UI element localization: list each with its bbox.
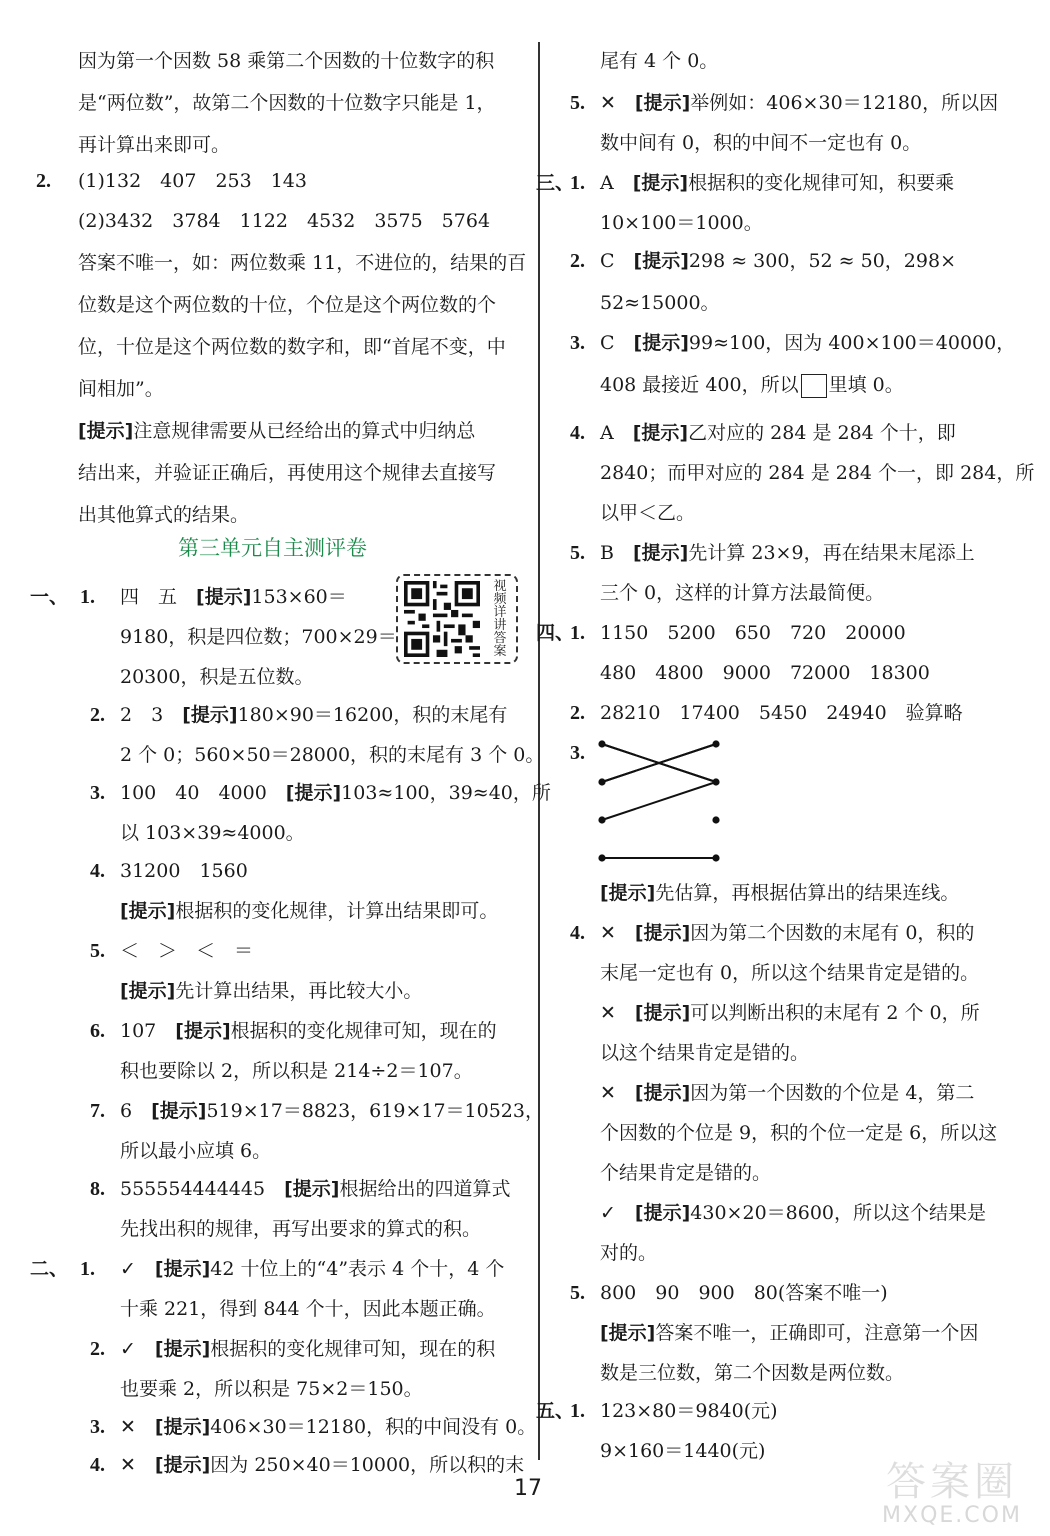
qr-code-box: [396, 574, 518, 664]
answer-line: ＜ ＞ ＜ ＝: [120, 940, 254, 962]
answer-line: 28210 17400 5450 24940 验算略: [600, 702, 963, 724]
answer-line: C [提示]99≈100，因为 400×100＝40000，: [600, 332, 1016, 354]
matching-lines-diagram: [596, 734, 776, 866]
question-number: 1.: [570, 1400, 585, 1422]
text-line: 52≈15000。: [600, 292, 720, 314]
section-title: 第三单元自主测评卷: [178, 536, 367, 560]
answer-line: ✓ [提示]42 十位上的“4”表示 4 个十，4 个: [120, 1258, 505, 1280]
qr-caption: 视频详讲答案: [493, 579, 507, 659]
question-number: 5.: [90, 940, 105, 962]
answer-line: (2)3432 3784 1122 4532 3575 5764: [78, 210, 491, 232]
question-number: 1.: [80, 586, 95, 608]
question-number: 3.: [90, 782, 105, 804]
text-line: 10×100＝1000。: [600, 212, 763, 234]
question-number: 1.: [80, 1258, 95, 1280]
question-number: 3.: [570, 742, 585, 764]
text-line: 位数是这个两位数的十位，个位是这个两位数的个: [78, 294, 497, 316]
question-number: 6.: [90, 1020, 105, 1042]
text-line: 出其他算式的结果。: [78, 504, 250, 526]
question-number: 4.: [570, 422, 585, 444]
text-line: 间相加”。: [78, 378, 164, 400]
answer-line: A [提示]根据积的变化规律可知，积要乘: [600, 172, 955, 194]
text-line: [提示]答案不唯一，正确即可，注意第一个因: [600, 1322, 979, 1344]
section-number: 二、: [30, 1258, 69, 1280]
page-number: 17: [514, 1476, 542, 1501]
connector-line: [602, 782, 716, 820]
text-line: 所以最小应填 6。: [120, 1140, 272, 1162]
answer-line: B [提示]先计算 23×9，再在结果末尾添上: [600, 542, 975, 564]
question-number: 8.: [90, 1178, 105, 1200]
question-number: 2.: [570, 702, 585, 724]
answer-line: 480 4800 9000 72000 18300: [600, 662, 930, 684]
answer-line: 555554444445 [提示]根据给出的四道算式: [120, 1178, 511, 1200]
answer-line: (1)132 407 253 143: [78, 170, 307, 192]
section-number: 四、: [536, 622, 575, 644]
text-line: 因为第一个因数 58 乘第二个因数的十位数字的积: [78, 50, 495, 72]
watermark-main: 答案圈: [886, 1459, 1018, 1505]
text-line: 以 103×39≈4000。: [120, 822, 305, 844]
question-number: 4.: [90, 860, 105, 882]
text-line: 三个 0，这样的计算方法最简便。: [600, 582, 885, 604]
text-line: 个结果肯定是错的。: [600, 1162, 772, 1184]
question-number: 3.: [90, 1416, 105, 1438]
text-line: [提示]先估算，再根据估算出的结果连线。: [600, 882, 960, 904]
question-number: 1.: [570, 622, 585, 644]
question-number: 1.: [570, 172, 585, 194]
answer-line: ✕ [提示]因为第一个因数的个位是 4，第二: [600, 1082, 975, 1104]
section-number: 一、: [30, 586, 69, 608]
text-line: 408 最接近 400，所以 里填 0。: [600, 374, 904, 396]
qr-code-icon: [404, 581, 480, 657]
answer-line: 2 3 [提示]180×90＝16200，积的末尾有: [120, 704, 508, 726]
text-line: 2 个 0；560×50＝28000，积的末尾有 3 个 0。: [120, 744, 545, 766]
text-line: 对的。: [600, 1242, 658, 1264]
answer-line: 1150 5200 650 720 20000: [600, 622, 906, 644]
text-line: 个因数的个位是 9，积的个位一定是 6，所以这: [600, 1122, 998, 1144]
text-line: 先找出积的规律，再写出要求的算式的积。: [120, 1218, 482, 1240]
question-number: 5.: [570, 92, 585, 114]
question-number: 3.: [570, 332, 585, 354]
question-number: 2.: [90, 1338, 105, 1360]
text-line: 以这个结果肯定是错的。: [600, 1042, 810, 1064]
answer-line: 四 五 [提示]153×60＝: [120, 586, 347, 608]
blank-box: [801, 374, 827, 398]
question-number: 4.: [570, 922, 585, 944]
section-number: 三、: [536, 172, 575, 194]
question-number: 2.: [570, 250, 585, 272]
text-line: 末尾一定也有 0，所以这个结果肯定是错的。: [600, 962, 980, 984]
answer-line: 123×80＝9840(元): [600, 1400, 778, 1422]
text-line: 结出来，并验证正确后，再使用这个规律去直接写: [78, 462, 497, 484]
question-number: 5.: [570, 542, 585, 564]
text-line: 9180，积是四位数；700×29＝: [120, 626, 397, 648]
text-line: 是“两位数”，故第二个因数的十位数字只能是 1，: [78, 92, 496, 114]
answer-line: ✓ [提示]430×20＝8600，所以这个结果是: [600, 1202, 987, 1224]
text-line: 2840；而甲对应的 284 是 284 个一，即 284，所: [600, 462, 1035, 484]
text-line: [提示]注意规律需要从已经给出的算式中归纳总: [78, 420, 476, 442]
answer-line: ✕ [提示]因为 250×40＝10000，所以积的末: [120, 1454, 525, 1476]
text-line: [提示]先计算出结果，再比较大小。: [120, 980, 423, 1002]
question-number: 4.: [90, 1454, 105, 1476]
answer-line: ✕ [提示]举例如：406×30＝12180，所以因: [600, 92, 999, 114]
text-line: 答案不唯一，如：两位数乘 11，不进位的，结果的百: [78, 252, 527, 274]
hint-label: [提示]: [78, 420, 134, 442]
text-line: 数是三位数，第二个因数是两位数。: [600, 1362, 905, 1384]
answer-line: 100 40 4000 [提示]103≈100，39≈40，所: [120, 782, 551, 804]
question-number: 5.: [570, 1282, 585, 1304]
text-line: 尾有 4 个 0。: [600, 50, 719, 72]
answer-line: 800 90 900 80(答案不唯一): [600, 1282, 888, 1304]
watermark: [862, 1460, 1042, 1532]
text-line: 以甲＜乙。: [600, 502, 696, 524]
answer-line: 9×160＝1440(元): [600, 1440, 766, 1462]
text-line: 积也要除以 2，所以积是 214÷2＝107。: [120, 1060, 473, 1082]
section-number: 五、: [536, 1400, 575, 1422]
text-line: 再计算出来即可。: [78, 134, 231, 156]
answer-line: 6 [提示]519×17＝8823，619×17＝10523，: [120, 1100, 544, 1122]
answer-line: 107 [提示]根据积的变化规律可知，现在的: [120, 1020, 497, 1042]
text-line: 也要乘 2，所以积是 75×2＝150。: [120, 1378, 423, 1400]
watermark-site: MXQE.COM: [882, 1503, 1022, 1528]
text-line: 十乘 221，得到 844 个十，因此本题正确。: [120, 1298, 496, 1320]
answer-line: ✕ [提示]可以判断出积的末尾有 2 个 0，所: [600, 1002, 980, 1024]
question-number: 2.: [90, 704, 105, 726]
answer-line: ✓ [提示]根据积的变化规律可知，现在的积: [120, 1338, 496, 1360]
answer-line: ✕ [提示]406×30＝12180，积的中间没有 0。: [120, 1416, 537, 1438]
answer-line: 31200 1560: [120, 860, 248, 882]
answer-line: C [提示]298 ≈ 300，52 ≈ 50，298×: [600, 250, 956, 272]
question-number: 7.: [90, 1100, 105, 1122]
answer-line: A [提示]乙对应的 284 是 284 个十，即: [600, 422, 956, 444]
text-line: 位，十位是这个两位数的数字和，即“首尾不变，中: [78, 336, 506, 358]
text-line: [提示]根据积的变化规律，计算出结果即可。: [120, 900, 499, 922]
hint-label: [提示]: [196, 586, 252, 608]
question-number: 2.: [36, 170, 51, 192]
answer-line: ✕ [提示]因为第二个因数的末尾有 0，积的: [600, 922, 975, 944]
text-line: 数中间有 0，积的中间不一定也有 0。: [600, 132, 922, 154]
text-line: 20300，积是五位数。: [120, 666, 314, 688]
